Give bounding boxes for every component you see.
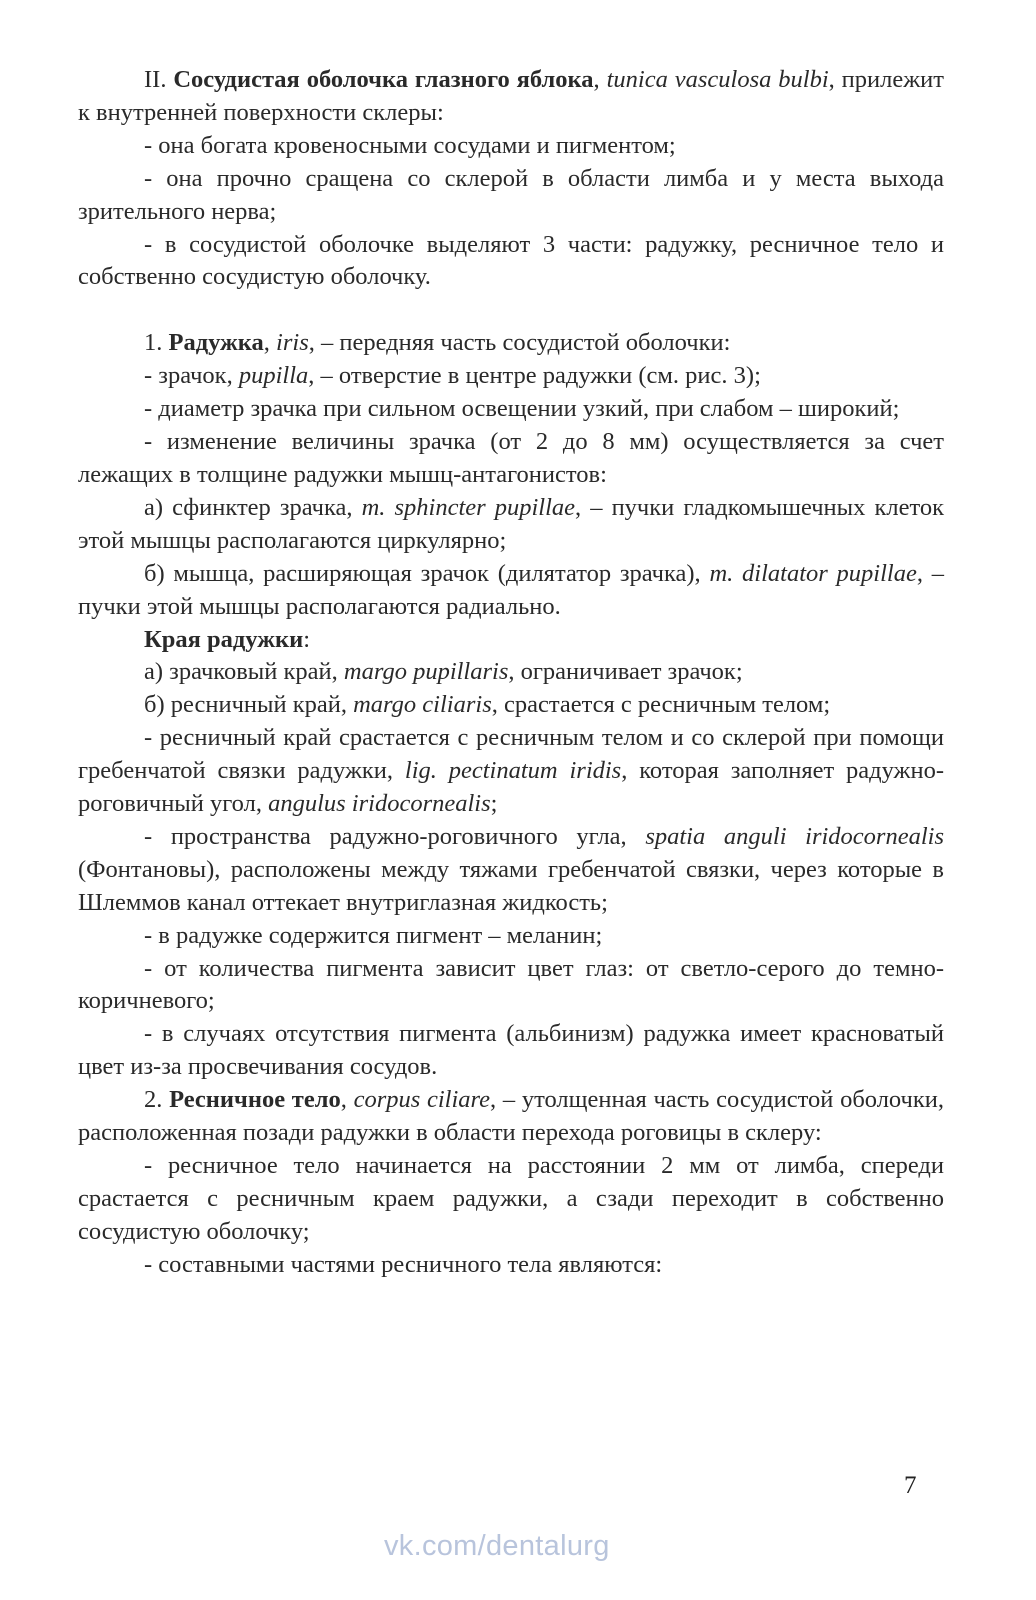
- list-item-pigment: - в радужке содержится пигмент – меланин;: [144, 921, 603, 949]
- list-item-change: - изменение величины зрачка (от 2 до 8 мм) осуществляется за счет лежащих в толщине радужки мышц-антагонистов:: [78, 428, 944, 488]
- list-item-sphincter: [78, 492, 944, 558]
- latin-term: m. dilatator pupillae: [709, 559, 917, 587]
- item-text: а) сфинктер зрачка,: [144, 493, 362, 521]
- list-item-edge-b: [78, 689, 944, 722]
- paragraph-text: , прилежит к внутренней поверхности склеры:: [78, 66, 944, 126]
- latin-term: corpus ciliare: [353, 1086, 491, 1114]
- latin-term: m. sphincter pupillae: [361, 493, 576, 521]
- document-page: [78, 64, 944, 1282]
- list-item-edge-a: [78, 656, 944, 689]
- item-number: 1.: [144, 329, 169, 357]
- item-text: , срастается с ресничным телом;: [491, 691, 831, 719]
- latin-term: spatia anguli iridocornealis: [645, 822, 944, 850]
- list-item: - она прочно сращена со склерой в области лимба и у места выхода зрительного нерва;: [78, 164, 944, 225]
- section-title: Сосудистая оболочка глазного яблока: [173, 66, 594, 93]
- section-heading-vascular-tunic: [78, 64, 944, 130]
- section-number: II.: [144, 66, 174, 93]
- edges-title: Края радужки: [144, 625, 304, 653]
- latin-term: tunica vasculosa bulbi: [606, 66, 829, 93]
- list-item-ciliary-start: - ресничное тело начинается на расстоянии 2 мм от лимба, спереди срастается с ресничным краем радужки, а сзади переходит в собственно сосудистую оболочку;: [78, 1152, 944, 1245]
- page-number: 7: [904, 1472, 917, 1499]
- paragraph-spacer: [78, 294, 944, 327]
- list-item: - она богата кровеносными сосудами и пигментом;: [144, 131, 676, 159]
- list-item-ligament: [78, 722, 944, 821]
- item-text: - зрачок,: [144, 362, 239, 390]
- list-item-ciliary-parts: - составными частями ресничного тела являются:: [144, 1250, 663, 1278]
- list-item-spatia: [78, 821, 944, 920]
- item-text: , которая заполняет радужно-роговичный угол,: [78, 757, 944, 818]
- item-text: ;: [490, 790, 498, 818]
- item-text: (Фонтановы), расположены между тяжами гребенчатой связки, через которые в Шлеммов канал оттекает внутриглазная жидкость;: [78, 855, 944, 916]
- list-item-albinism: - в случаях отсутствия пигмента (альбинизм) радужка имеет красноватый цвет из-за просвечивания сосудов.: [78, 1020, 944, 1081]
- separator: ,: [593, 66, 607, 93]
- item-text: - пространства радужно-роговичного угла,: [144, 822, 646, 850]
- separator: ,: [340, 1086, 354, 1114]
- separator: ,: [263, 329, 277, 357]
- ciliary-body-heading: [78, 1084, 944, 1150]
- iris-title: Радужка: [168, 329, 264, 357]
- iris-heading: [78, 327, 944, 360]
- item-text: , – отверстие в центре радужки (см. рис. 3);: [308, 362, 761, 390]
- list-item: - в сосудистой оболочке выделяют 3 части: радужку, ресничное тело и собственно сосудистую оболочку.: [78, 230, 944, 291]
- item-text: , – пучки гладкомышечных клеток этой мышцы располагаются циркулярно;: [78, 493, 944, 554]
- list-item-dilator: [78, 558, 944, 624]
- item-text: б) ресничный край,: [144, 691, 354, 719]
- latin-term: angulus iridocornealis: [268, 790, 491, 818]
- ciliary-title: Ресничное тело: [169, 1086, 341, 1114]
- item-number: 2.: [144, 1086, 170, 1114]
- item-text: , ограничивает зрачок;: [508, 658, 743, 686]
- list-item-pupil: [78, 360, 944, 393]
- latin-term: pupilla: [238, 362, 309, 390]
- paragraph-text: , – передняя часть сосудистой оболочки:: [308, 329, 731, 357]
- item-text: б) мышца, расширяющая зрачок (дилятатор зрачка),: [144, 559, 710, 587]
- latin-term: iris: [276, 329, 309, 357]
- list-item-color: - от количества пигмента зависит цвет глаз: от светло-серого до темно-коричневого;: [78, 954, 944, 1015]
- latin-term: lig. pectinatum iridis: [404, 757, 622, 785]
- paragraph-text: , – утолщенная часть сосудистой оболочки, расположенная позади радужки в области перехода роговицы в склеру:: [78, 1086, 945, 1147]
- separator: :: [303, 625, 311, 653]
- list-item-diameter: - диаметр зрачка при сильном освещении узкий, при слабом – широкий;: [144, 395, 900, 423]
- item-text: , – пучки этой мышцы располагаются радиально.: [78, 559, 944, 620]
- latin-term: margo ciliaris: [353, 691, 492, 719]
- item-text: - ресничный край срастается с ресничным телом и со склерой при помощи гребенчатой связки радужки,: [78, 724, 944, 785]
- watermark: vk.com/dentalurg: [384, 1530, 610, 1562]
- iris-edges-heading: [78, 624, 944, 657]
- latin-term: margo pupillaris: [343, 658, 509, 686]
- item-text: а) зрачковый край,: [144, 658, 344, 686]
